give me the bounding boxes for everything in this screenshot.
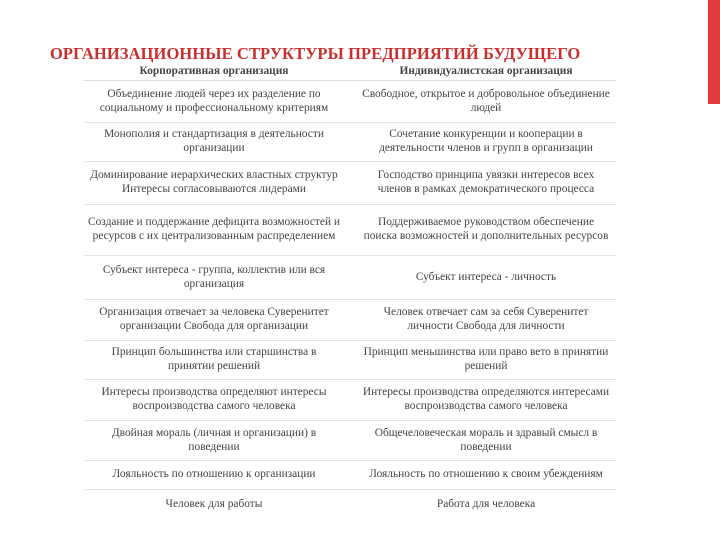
cell-corporate: Монополия и стандартизация в деятельности организации bbox=[104, 128, 324, 154]
table-row bbox=[84, 256, 616, 300]
table-row bbox=[84, 81, 616, 123]
table-row bbox=[84, 461, 616, 490]
table-row bbox=[84, 162, 616, 205]
cell-individualist: Лояльность по отношению к своим убеждениям bbox=[369, 468, 603, 481]
cell-individualist: Сочетание конкуренции и кооперации в деятельности членов и групп в организации bbox=[379, 128, 593, 154]
cell-corporate: Создание и поддержание дефицита возможностей и ресурсов с их централизованным распределением bbox=[88, 216, 341, 242]
cell-corporate: Организация отвечает за человека Суверенитет организации Свобода для организации bbox=[99, 306, 329, 332]
cell-individualist: Принцип меньшинства или право вето в принятии решений bbox=[363, 346, 609, 372]
table-row bbox=[84, 341, 616, 380]
cell-corporate: Двойная мораль (личная и организации) в поведении bbox=[111, 426, 317, 453]
accent-bar bbox=[708, 0, 720, 104]
cell-corporate: Интересы производства определяют интересы воспроизводства самого человека bbox=[101, 386, 327, 412]
comparison-table bbox=[84, 64, 616, 520]
cell-corporate: Человек для работы bbox=[165, 498, 263, 511]
cell-individualist: Человек отвечает сам за себя Суверенитет личности Свобода для личности bbox=[383, 306, 589, 332]
table-row bbox=[84, 421, 616, 461]
slide-title: ОРГАНИЗАЦИОННЫЕ СТРУКТУРЫ ПРЕДПРИЯТИЙ БУДУЩЕГО bbox=[50, 44, 581, 63]
table-row bbox=[84, 490, 616, 520]
table-row bbox=[84, 205, 616, 256]
cell-individualist: Свободное, открытое и добровольное объединение людей bbox=[362, 87, 610, 114]
cell-individualist: Господство принципа увязки интересов всех членов в рамках демократического процесса bbox=[377, 169, 595, 195]
cell-individualist: Общечеловеческая мораль и здравый смысл в поведении bbox=[374, 426, 598, 453]
table-row bbox=[84, 123, 616, 162]
header-individualist: Индивидуалистская организация bbox=[399, 65, 573, 78]
table-row bbox=[84, 380, 616, 421]
table-row bbox=[84, 300, 616, 341]
cell-corporate: Лояльность по отношению к организации bbox=[112, 468, 316, 481]
cell-corporate: Субъект интереса - группа, коллектив или вся организация bbox=[102, 263, 326, 290]
cell-individualist: Субъект интереса - личность bbox=[415, 270, 557, 283]
cell-individualist: Работа для человека bbox=[436, 498, 536, 511]
header-corporate: Корпоративная организация bbox=[139, 65, 289, 78]
cell-corporate: Принцип большинства или старшинства в принятии решений bbox=[111, 346, 317, 372]
cell-corporate: Доминирование иерархических властных структур Интересы согласовываются лидерами bbox=[90, 169, 338, 195]
cell-corporate: Объединение людей через их разделение по социальному и профессиональному критериям bbox=[99, 87, 329, 114]
cell-individualist: Поддерживаемое руководством обеспечение поиска возможностей и дополнительных ресурсов bbox=[363, 216, 609, 242]
table-header-row bbox=[84, 64, 616, 81]
cell-individualist: Интересы производства определяются интересами воспроизводства самого человека bbox=[362, 386, 610, 412]
